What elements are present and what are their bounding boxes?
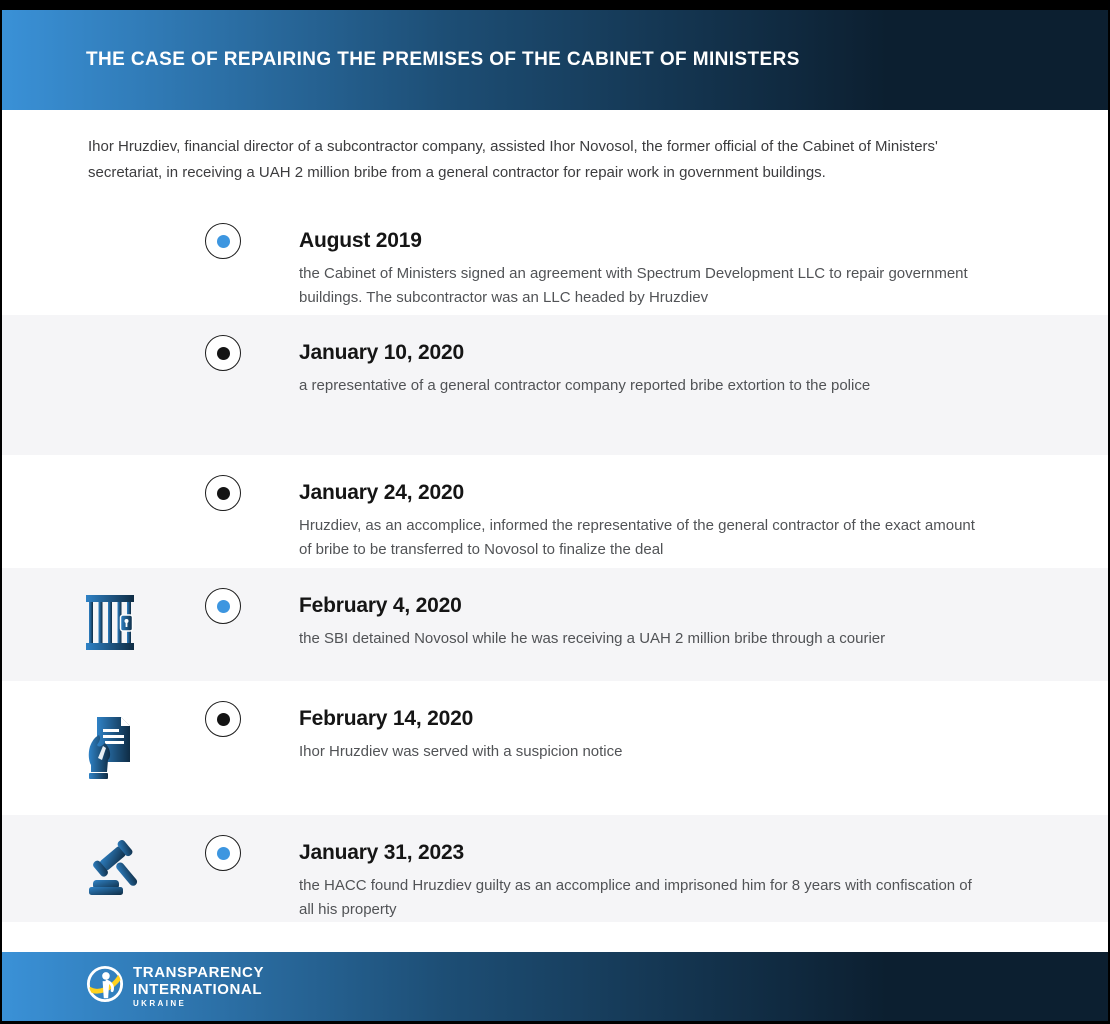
intro-paragraph: Ihor Hruzdiev, financial director of a subcontractor company, assisted Ihor Novosol, the former official of the Cabinet of Ministers' secretariat, in receiving a UAH 2 million bribe from a general contractor for repair work in government buildings. <box>88 138 938 181</box>
timeline-marker-dot <box>217 487 230 500</box>
event-description: Ihor Hruzdiev was served with a suspicion notice <box>299 743 623 760</box>
timeline <box>2 203 1108 952</box>
timeline-event-row <box>2 568 1108 681</box>
gavel-icon <box>86 839 136 903</box>
timeline-marker <box>205 701 241 737</box>
intro-section <box>2 110 1108 203</box>
timeline-marker-dot <box>217 847 230 860</box>
event-date: January 31, 2023 <box>299 841 464 864</box>
prison-bars-icon <box>86 595 136 659</box>
event-description: a representative of a general contractor company reported bribe extortion to the police <box>299 377 871 394</box>
timeline-marker <box>205 835 241 871</box>
globe-icon <box>86 965 124 1008</box>
timeline-event-row <box>2 315 1108 455</box>
timeline-marker <box>205 223 241 259</box>
infographic <box>2 10 1108 1021</box>
event-date: January 10, 2020 <box>299 341 464 364</box>
timeline-event-row <box>2 681 1108 815</box>
timeline-marker-dot <box>217 235 230 248</box>
event-date: January 24, 2020 <box>299 481 464 504</box>
footer-banner <box>2 952 1108 1021</box>
logo-line-3: UKRAINE <box>133 999 187 1008</box>
logo-line-2: INTERNATIONAL <box>133 981 263 998</box>
timeline-marker <box>205 335 241 371</box>
event-description: the Cabinet of Ministers signed an agreement with Spectrum Development LLC to repair government buildings. The subcontractor was an LLC headed by Hruzdiev <box>299 265 968 306</box>
timeline-event-row <box>2 455 1108 568</box>
event-description: the SBI detained Novosol while he was receiving a UAH 2 million bribe through a courier <box>299 630 886 647</box>
timeline-marker-dot <box>217 347 230 360</box>
timeline-marker <box>205 475 241 511</box>
event-date: February 4, 2020 <box>299 594 462 617</box>
timeline-marker <box>205 588 241 624</box>
timeline-marker-dot <box>217 600 230 613</box>
logo-line-1: TRANSPARENCY <box>133 964 265 981</box>
timeline-event-row <box>2 815 1108 922</box>
page-title: THE CASE OF REPAIRING THE PREMISES OF THE CABINET OF MINISTERS <box>86 49 800 70</box>
header-banner <box>2 10 1108 110</box>
event-description: Hruzdiev, as an accomplice, informed the representative of the general contractor of the exact amount of bribe to be transferred to Novosol to finalize the deal <box>299 517 975 558</box>
suspicion-notice-icon <box>86 712 136 776</box>
transparency-international-logo <box>86 965 264 1008</box>
event-date: February 14, 2020 <box>299 707 474 730</box>
timeline-event-row <box>2 203 1108 315</box>
logo-wordmark <box>133 965 264 1008</box>
timeline-marker-dot <box>217 713 230 726</box>
event-date: August 2019 <box>299 229 422 252</box>
event-description: the HACC found Hruzdiev guilty as an accomplice and imprisoned him for 8 years with confiscation of all his property <box>299 877 972 918</box>
